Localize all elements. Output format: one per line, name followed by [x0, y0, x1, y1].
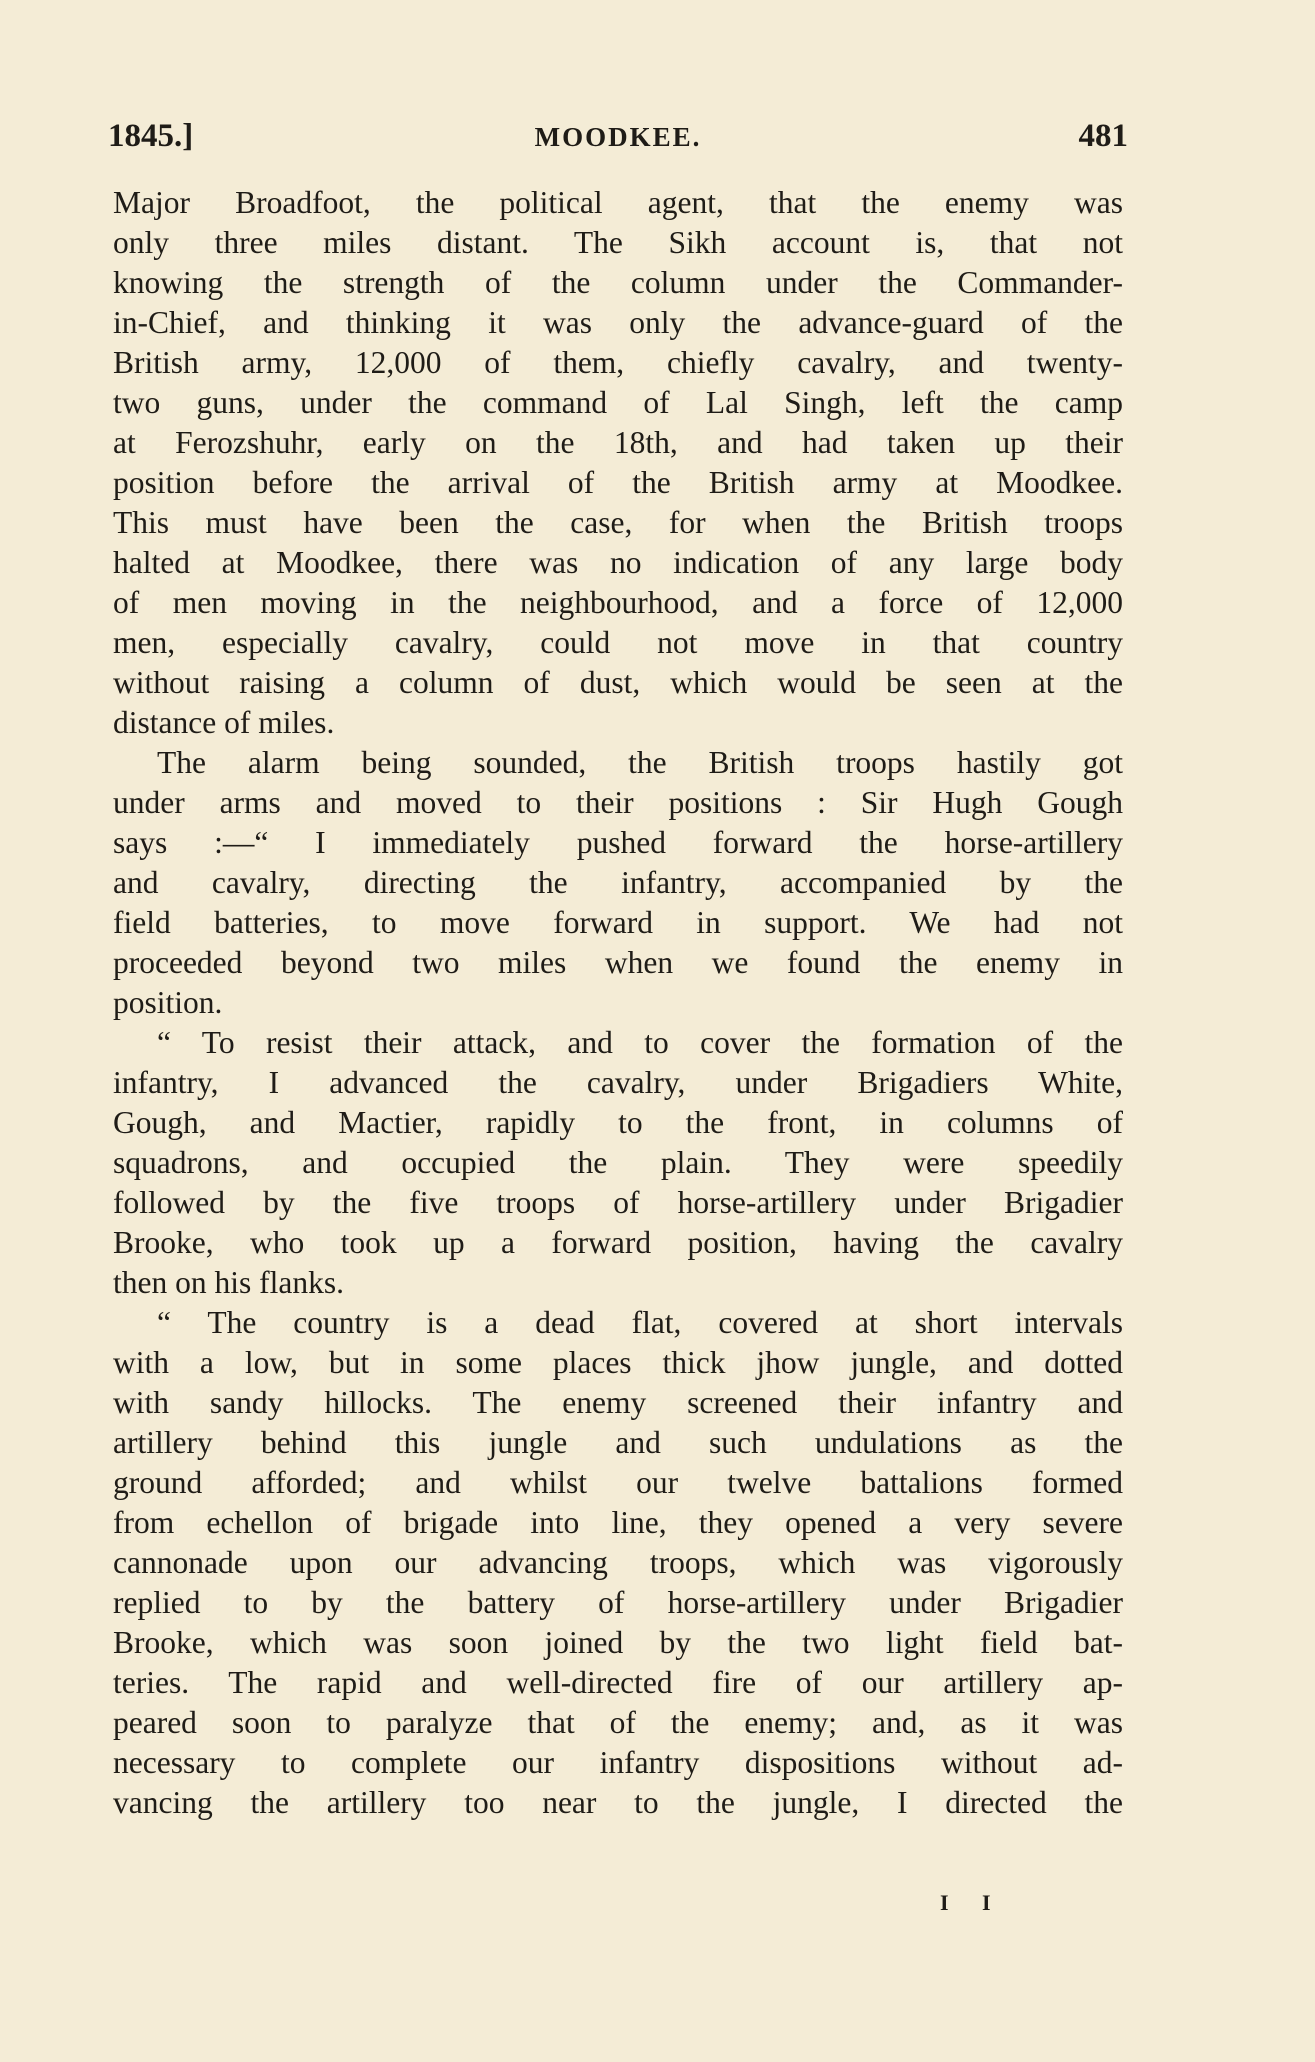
text-line: squadrons, and occupied the plain. They were speedily: [113, 1145, 1123, 1180]
text-line: artillery behind this jungle and such undulations as the: [113, 1425, 1123, 1460]
header-title: MOODKEE.: [534, 122, 702, 152]
text-line: This must have been the case, for when the British troops: [113, 505, 1123, 540]
text-line: knowing the strength of the column under the Commander-: [113, 265, 1123, 300]
page-number: 481: [1078, 118, 1128, 154]
text-line: British army, 12,000 of them, chiefly cavalry, and twenty-: [113, 345, 1123, 380]
text-line: proceeded beyond two miles when we found the enemy in: [113, 945, 1123, 980]
body-text: [113, 183, 1123, 1823]
text-line: without raising a column of dust, which would be seen at the: [113, 665, 1123, 700]
text-line: with a low, but in some places thick jhow jungle, and dotted: [113, 1345, 1123, 1380]
text-line: at Ferozshuhr, early on the 18th, and had taken up their: [113, 425, 1123, 460]
text-line: halted at Moodkee, there was no indication of any large body: [113, 545, 1123, 580]
text-line: from echellon of brigade into line, they opened a very severe: [113, 1505, 1123, 1540]
text-line: says :—“ I immediately pushed forward the horse-artillery: [113, 825, 1123, 860]
text-line: replied to by the battery of horse-artillery under Brigadier: [113, 1585, 1123, 1620]
header-year: 1845.]: [108, 118, 194, 154]
text-line: two guns, under the command of Lal Singh, left the camp: [113, 385, 1123, 420]
signature-mark: I I: [940, 1890, 1005, 1915]
text-line: only three miles distant. The Sikh account is, that not: [113, 225, 1123, 260]
text-line: necessary to complete our infantry dispositions without ad-: [113, 1745, 1123, 1780]
text-line: then on his flanks.: [113, 1265, 344, 1300]
text-line: of men moving in the neighbourhood, and a force of 12,000: [113, 585, 1123, 620]
text-line: vancing the artillery too near to the jungle, I directed the: [113, 1785, 1123, 1820]
text-line: Major Broadfoot, the political agent, that the enemy was: [113, 185, 1123, 220]
text-line: peared soon to paralyze that of the enemy; and, as it was: [113, 1705, 1123, 1740]
text-line: ground afforded; and whilst our twelve battalions formed: [113, 1465, 1123, 1500]
text-line: teries. The rapid and well-directed fire of our artillery ap-: [113, 1665, 1123, 1700]
text-line: in-Chief, and thinking it was only the advance-guard of the: [113, 305, 1123, 340]
text-line: The alarm being sounded, the British troops hastily got: [157, 745, 1123, 780]
running-head: [108, 118, 1128, 168]
text-line: Brooke, which was soon joined by the two light field bat-: [113, 1625, 1123, 1660]
text-line: with sandy hillocks. The enemy screened their infantry and: [113, 1385, 1123, 1420]
text-line: and cavalry, directing the infantry, accompanied by the: [113, 865, 1123, 900]
text-line: distance of miles.: [113, 705, 335, 740]
text-line: “ To resist their attack, and to cover the formation of the: [157, 1025, 1123, 1060]
text-line: under arms and moved to their positions : Sir Hugh Gough: [113, 785, 1123, 820]
text-line: position before the arrival of the British army at Moodkee.: [113, 465, 1123, 500]
text-line: Brooke, who took up a forward position, having the cavalry: [113, 1225, 1123, 1260]
text-line: cannonade upon our advancing troops, which was vigorously: [113, 1545, 1123, 1580]
text-line: Gough, and Mactier, rapidly to the front, in columns of: [113, 1105, 1123, 1140]
text-line: followed by the five troops of horse-artillery under Brigadier: [113, 1185, 1123, 1220]
text-line: infantry, I advanced the cavalry, under Brigadiers White,: [113, 1065, 1123, 1100]
text-line: position.: [113, 985, 223, 1020]
text-line: men, especially cavalry, could not move in that country: [113, 625, 1123, 660]
text-line: field batteries, to move forward in support. We had not: [113, 905, 1123, 940]
text-line: “ The country is a dead flat, covered at short intervals: [157, 1305, 1123, 1340]
